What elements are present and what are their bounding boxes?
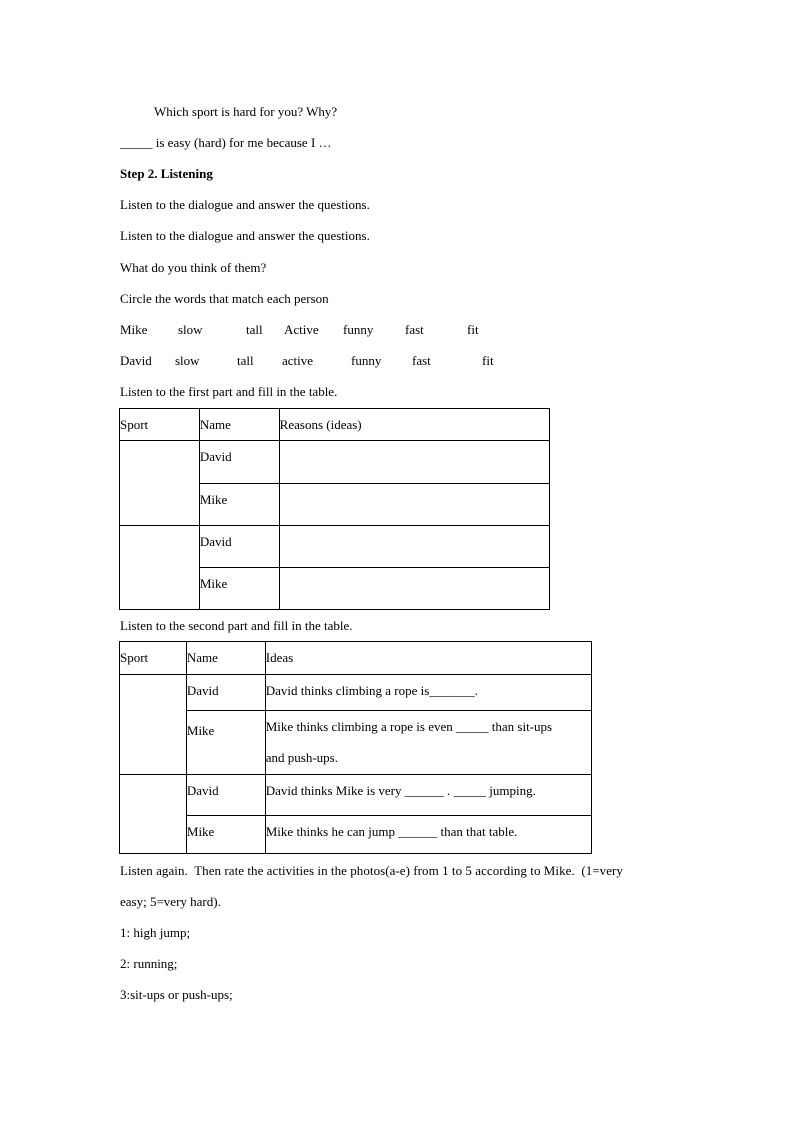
header-name: Name	[186, 650, 218, 665]
word-option[interactable]: fit	[482, 353, 494, 368]
word-option[interactable]: tall	[237, 353, 254, 368]
idea-cell: Mike thinks he can jump ______ than that table.	[265, 824, 518, 839]
header-sport: Sport	[120, 650, 149, 665]
rating-instruction: Listen again. Then rate the activities in the photos(a-e) from 1 to 5 according to Mike. (1=very	[120, 863, 623, 878]
table-header-row	[120, 409, 550, 441]
rating-item: 1: high jump;	[120, 925, 191, 940]
idea-cell: David thinks climbing a rope is_______.	[265, 683, 479, 698]
header-ideas: Ideas	[265, 650, 294, 665]
name-cell: Mike	[186, 824, 215, 839]
david-word-row	[120, 353, 680, 369]
sport-cell[interactable]	[120, 775, 187, 854]
rating-item: 2: running;	[120, 956, 178, 971]
table-row	[120, 526, 550, 568]
sport-cell[interactable]	[120, 526, 200, 610]
word-option[interactable]: funny	[351, 353, 382, 368]
name-cell: David	[186, 683, 219, 698]
think-question: What do you think of them?	[120, 260, 267, 275]
rating-instruction-cont: easy; 5=very hard).	[120, 894, 221, 909]
word-option[interactable]: fast	[405, 322, 424, 337]
name-cell: David	[186, 783, 219, 798]
reason-cell[interactable]	[279, 526, 549, 568]
sport-cell[interactable]	[120, 675, 187, 775]
word-option[interactable]: tall	[246, 322, 263, 337]
reason-cell[interactable]	[279, 484, 549, 526]
word-name: David	[120, 353, 152, 368]
reason-cell[interactable]	[279, 441, 549, 484]
name-cell: Mike	[186, 723, 215, 738]
table1-instruction: Listen to the first part and fill in the table.	[120, 384, 338, 399]
word-option[interactable]: active	[282, 353, 314, 368]
table-row	[120, 441, 550, 484]
table-row	[120, 775, 592, 816]
table-second-part	[119, 641, 592, 854]
instruction-1: Listen to the dialogue and answer the questions.	[120, 197, 370, 212]
name-cell: David	[199, 449, 232, 464]
word-option[interactable]: slow	[175, 353, 200, 368]
answer-frame: _____ is easy (hard) for me because I …	[120, 135, 332, 150]
instruction-2: Listen to the dialogue and answer the questions.	[120, 228, 370, 243]
idea-cell: David thinks Mike is very ______ . _____ jumping.	[265, 783, 536, 798]
name-cell: Mike	[199, 576, 228, 591]
word-option[interactable]: slow	[178, 322, 203, 337]
word-name: Mike	[120, 322, 148, 337]
header-reasons: Reasons (ideas)	[279, 417, 362, 432]
step2-heading: Step 2. Listening	[120, 166, 213, 181]
reason-cell[interactable]	[279, 568, 549, 610]
table-row	[120, 711, 592, 775]
table-row	[120, 675, 592, 711]
table-first-part	[119, 408, 550, 610]
header-name: Name	[199, 417, 231, 432]
word-option[interactable]: Active	[284, 322, 319, 337]
header-sport: Sport	[120, 417, 149, 432]
word-option[interactable]: fit	[467, 322, 479, 337]
word-option[interactable]: funny	[343, 322, 374, 337]
idea-cell-line: Mike thinks climbing a rope is even _____ than sit-ups	[265, 719, 553, 734]
table-row	[120, 816, 592, 854]
word-option[interactable]: fast	[412, 353, 431, 368]
table2-instruction: Listen to the second part and fill in the table.	[120, 618, 353, 633]
name-cell: Mike	[199, 492, 228, 507]
idea-cell-line: and push-ups.	[265, 750, 338, 765]
name-cell: David	[199, 534, 232, 549]
sport-question: Which sport is hard for you? Why?	[154, 104, 338, 119]
sport-cell[interactable]	[120, 441, 200, 526]
circle-instruction: Circle the words that match each person	[120, 291, 329, 306]
table-header-row	[120, 642, 592, 675]
mike-word-row	[120, 322, 680, 338]
rating-item: 3:sit-ups or push-ups;	[120, 987, 233, 1002]
